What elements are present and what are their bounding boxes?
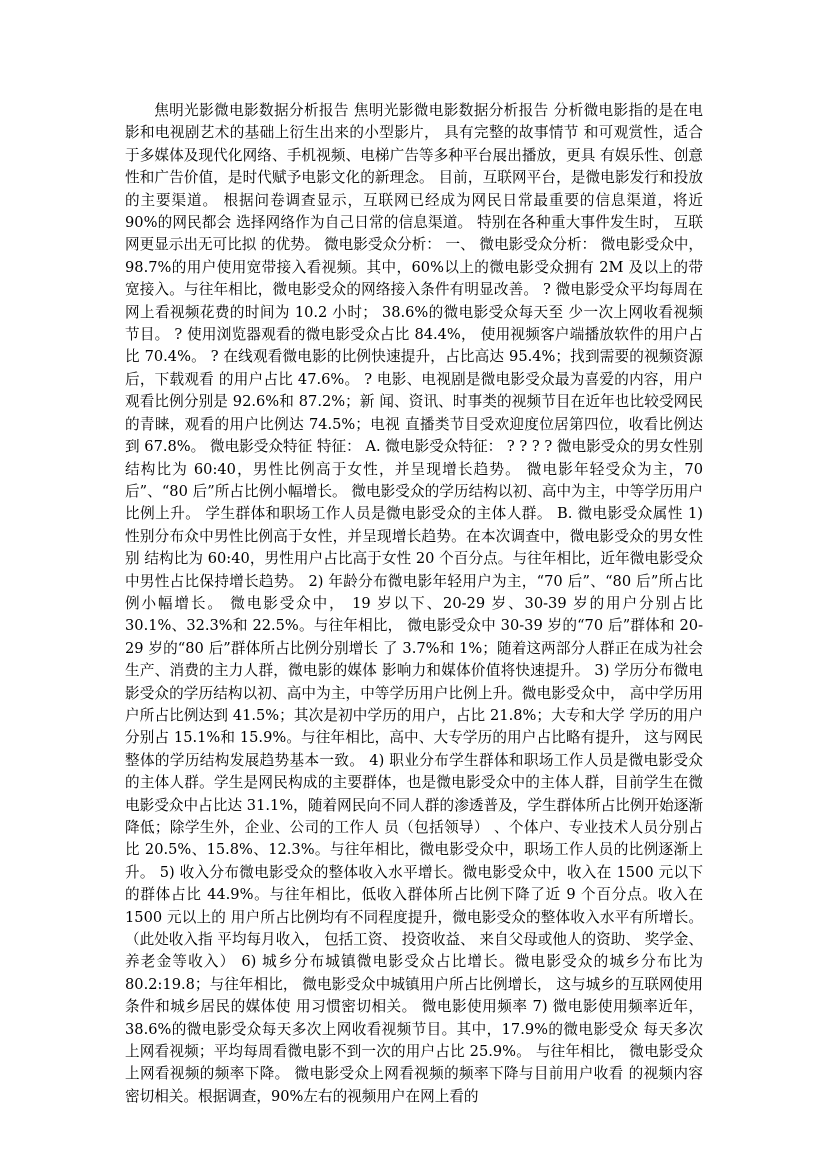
body-text: 焦明光影微电影数据分析报告 焦明光影微电影数据分析报告 分析微电影指的是在电影和电视剧艺术的基础上衍生出来的小型影片， 具有完整的故事情节 和可观赏性，适合于多媒体及现代化网络、手机视频、电梯广告等多种平台展出播放，更具 有娱乐性、创意性和广告价值，是时代赋予电影文化的新理念。 目前，互联网平台，是微电影发行和投放的主要渠道。 根据问卷调查显示，互联网已经成为网民日常最重要的信息渠道，将近 90%的网民都会 选择网络作为自己日常的信息渠道。 特别在各种重大事件发生时， 互联网更显示出无可比拟 的优势。 微电影受众分析： 一、 微电影受众分析： 微电影受众中，98.7%的用户使用宽带接入看视频。其中，60%以上的微电影受众拥有 2M 及以上的带宽接入。与往年相比，微电影受众的网络接入条件有明显改善。 ? 微电影受众平均每周在网上看视频花费的时间为 10.2 小时； 38.6%的微电影受众每天至 少一次上网收看视频节目。 ? 使用浏览器观看的微电影受众占比 84.4%， 使用视频客户端播放软件的用户占比 70.4%。 ? 在线观看微电影的比例快速提升，占比高达 95.4%；找到需要的视频资源后，下载观看 的用户占比 47.6%。 ? 电影、电视剧是微电影受众最为喜爱的内容，用户观看比例分别是 92.6%和 87.2%；新 闻、资讯、时事类的视频节目在近年也比较受网民的青睐，观看的用户比例达 74.5%；电视 直播类节目受欢迎度位居第四位，收看比例达到 67.8%。 微电影受众特征 特征： A. 微电影受众特征： ? ? ? ? 微电影受众的男女性别结构比为 60:40，男性比例高于女性，并呈现增长趋势。 微电影年轻受众为主，70 后”、“80 后”所占比例小幅增长。 微电影受众的学历结构以初、高中为主，中等学历用户比例上升。 学生群体和职场工作人员是微电影受众的主体人群。 B. 微电影受众属性 1) 性别分布众中男性比例高于女性，并呈现增长趋势。在本次调查中，微电影受众的男女性别 结构比为 60:40，男性用户占比高于女性 20 个百分点。与往年相比，近年微电影受众 中男性占比保持增长趋势。 2) 年龄分布微电影年轻用户为主，“70 后”、“80 后”所占比例小幅增长。 微电影受众中， 19 岁以下、20-29 岁、30-39 岁的用户分别占比 30.1%、32.3%和 22.5%。与往年相比， 微电影受众中 30-39 岁的“70 后”群体和 20-29 岁的“80 后”群体所占比例分别增长 了 3.7%和 1%；随着这两部分人群正在成为社会生产、消费的主力人群，微电影的媒体 影响力和媒体价值将快速提升。 3) 学历分布微电影受众的学历结构以初、高中为主，中等学历用户比例上升。微电影受众中， 高中学历用户所占比例达到 41.5%；其次是初中学历的用户，占比 21.8%；大专和大学 学历的用户分别占 15.1%和 15.9%。与往年相比，高中、大专学历的用户占比略有提升， 这与网民整体的学历结构发展趋势基本一致。 4) 职业分布学生群体和职场工作人员是微电影受众的主体人群。学生是网民构成的主要群体，也是微电影受众中的主体人群，目前学生在微电影受众中占比达 31.1%，随着网民向不同人群的渗透普及，学生群体所占比例开始逐渐降低；除学生外，企业、公司的工作人 员（包括领导） 、个体户、专业技术人员分别占比 20.5%、15.8%、12.3%。与往年相比，微电影受众中，职场工作人员的比例逐渐上升。 5) 收入分布微电影受众的整体收入水平增长。微电影受众中，收入在 1500 元以下的群体占比 44.9%。与往年相比，低收入群体所占比例下降了近 9 个百分点。收入在 1500 元以上的 用户所占比例均有不同程度提升，微电影受众的整体收入水平有所增长。 （此处收入指 平均每月收入， 包括工资、 投资收益、 来自父母或他人的资助、 奖学金、养老金等收入） 6) 城乡分布城镇微电影受众占比增长。微电影受众的城乡分布比为 80.2:19.8；与往年相比， 微电影受众中城镇用户所占比例增长， 这与城乡的互联网使用条件和城乡居民的媒体使 用习惯密切相关。 微电影使用频率 7) 微电影使用频率近年，38.6%的微电影受众每天多次上网收看视频节目。其中，17.9%的微电影受众 每天多次上网看视频；平均每周看微电影不到一次的用户占比 25.9%。 与往年相比， 微电影受众上网看视频的频率下降。 微电影受众上网看视频的频率下降与目前用户收看 的视频内容密切相关。根据调查，90%左右的视频用户在网上看的 (125, 102, 703, 1105)
